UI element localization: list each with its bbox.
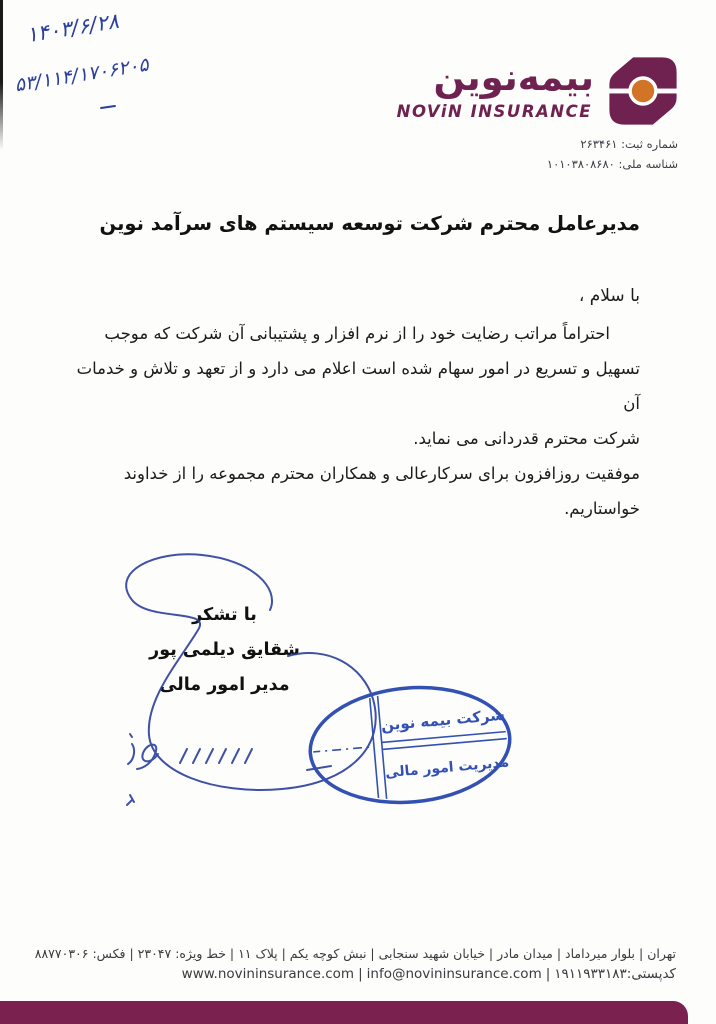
salutation: با سلام ، xyxy=(578,286,640,306)
footer-separator-1: | xyxy=(358,966,363,982)
body-line-4: موفقیت روزافزون برای سرکارعالی و همکاران محترم مجموعه را از خداوند خواستاریم. xyxy=(123,464,640,518)
handwritten-reference-number: ۵۳/۱۱۴/۱۷۰۶۲۰۵ xyxy=(13,53,151,97)
stamp-line-1: شرکت بیمه نوین xyxy=(380,705,506,735)
brand-name-english: NOViN INSURANCE xyxy=(396,102,592,121)
brand-name-farsi: بیمه‌نوین xyxy=(433,56,594,99)
handwritten-dash xyxy=(100,105,116,109)
footer-accent-bar xyxy=(0,1001,688,1024)
national-id: شناسه ملی: ۱۰۱۰۳۸۰۸۶۸۰ xyxy=(546,157,678,171)
signature-block xyxy=(142,598,307,703)
footer-contact-line xyxy=(182,966,676,982)
scan-artifact xyxy=(0,0,3,150)
body-line-3: شرکت محترم قدردانی می نماید. xyxy=(413,429,640,448)
footer-postal-code: کدپستی:۱۹۱۱۹۳۳۱۸۳ xyxy=(554,966,676,982)
handwritten-date: ۱۴۰۳/۶/۲۸ xyxy=(24,8,121,48)
signer-role: مدیر امور مالی xyxy=(159,675,290,695)
body-line-2: تسهیل و تسریع در امور سهام شده است اعلام می دارد و از تعهد و تلاش و خدمات آن xyxy=(76,359,640,413)
registration-number: شماره ثبت: ۲۶۳۴۶۱ xyxy=(580,137,678,151)
signer-name: شقایق دیلمی پور xyxy=(149,640,300,660)
footer-email: info@novininsurance.com xyxy=(366,966,542,982)
footer-address: تهران | بلوار میرداماد | میدان مادر | خیابان شهید سنجابی | نبش کوچه یکم | پلاک ۱۱ | خط ویژه: ۲۳۰۴۷ | فکس: ۸۸۷۷۰۳۰۶ xyxy=(34,946,676,961)
signature-closing: با تشکر xyxy=(192,605,257,625)
footer-separator-2: | xyxy=(545,966,551,982)
company-stamp xyxy=(298,674,522,816)
body-line-1: احتراماً مراتب رضایت خود را از نرم افزار و پشتیبانی آن شرکت که موجب xyxy=(104,324,610,343)
company-registration-block xyxy=(547,134,678,174)
recipient-title: مدیرعامل محترم شرکت توسعه سیستم های سرآمد نوین xyxy=(99,212,640,235)
novin-insurance-logo-icon xyxy=(604,56,682,126)
letter-body xyxy=(72,316,640,526)
footer-website: www.novininsurance.com xyxy=(181,966,355,982)
stamp-line-2: مدیریت امور مالی xyxy=(384,754,510,782)
